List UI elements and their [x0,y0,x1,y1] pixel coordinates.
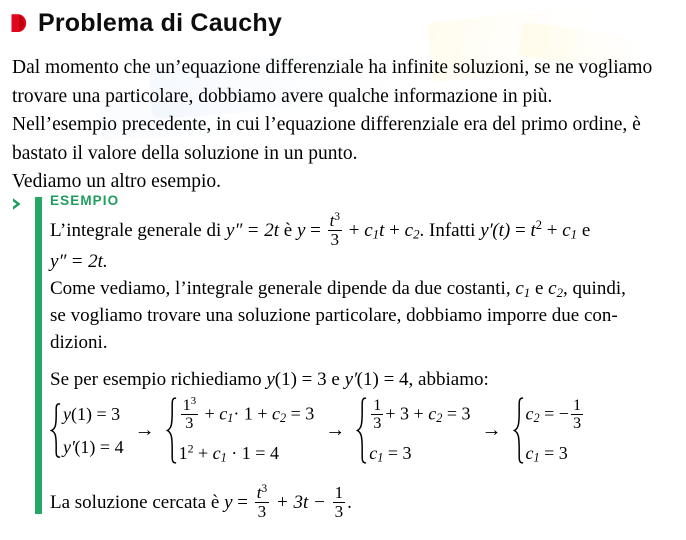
fraction-numerator-exponent: 3 [190,395,197,408]
math-var-y: y [266,369,275,391]
math-var-y: y [226,219,235,241]
math-text: = 3 [383,442,412,463]
math-const-c: c [548,278,557,300]
math-eq: = [305,219,326,241]
text-run: e [530,278,549,300]
fraction-numerator-exponent: 3 [334,210,341,223]
math-prime: ′ [353,369,357,391]
math-text: = 3 [442,403,471,424]
math-subscript: 2 [280,411,287,426]
math-prime: ′ [71,436,75,457]
example-paragraph-1 [50,212,686,248]
system-equation [369,397,470,431]
fraction-denominator: 3 [334,501,344,521]
math-variable: c [369,442,378,463]
math-const-c: c [404,219,414,241]
math-var-t: t [530,219,536,241]
example-content [50,193,686,540]
final-solution-line [50,484,686,520]
math-eq: = [232,492,253,514]
text-run: + 3t − [271,492,331,514]
math-const-c: c [515,278,524,300]
math-double-prime: ″ [58,251,66,273]
math-const-c: c [364,219,373,241]
math-variable: c [272,403,280,424]
text-run: e [577,219,591,241]
intro-paragraph [12,54,676,197]
fraction-numerator-exponent: 3 [261,483,268,496]
math-subscript: 1 [372,226,380,242]
math-subscript: 2 [556,285,564,301]
math-exponent: 2 [535,218,542,232]
system-equation [369,442,470,465]
math-eq: = [510,219,531,241]
math-exponent: 2 [187,441,194,456]
text-run: L’integrale generale di [50,219,227,241]
left-curly-brace-icon [166,397,177,464]
math-eq: = 2t. [65,251,108,273]
example-label: ESEMPIO [50,193,120,208]
intro-line-5: Vediamo un altro esempio. [12,171,222,192]
math-arg: (1) = 3 [274,369,327,391]
system-solution [513,397,586,464]
system-conditions [50,403,124,458]
math-text: + [200,403,220,424]
math-subscript: 1 [220,450,227,465]
system-equation [63,436,124,459]
fraction-denominator: 3 [328,230,342,249]
math-subscript: 2 [413,226,420,242]
system-substituted [166,397,315,464]
fraction-denominator: 3 [255,502,269,521]
text-run: , abbiamo: [408,369,489,391]
left-curly-brace-icon [356,397,367,464]
example-paragraph-1-line2 [50,248,686,275]
fraction-denominator: 3 [373,414,382,433]
system-equation [179,397,315,431]
math-subscript: 1 [570,226,578,242]
left-curly-brace-icon [50,403,61,458]
text-run: Come vediamo, l’integrale generale dipende da due costanti, [50,278,516,300]
math-variable: y [63,436,71,457]
implies-arrow-icon: → [325,419,346,442]
math-text: + 3 + [385,403,429,424]
fraction [371,397,383,431]
math-text: · 1 = 4 [226,442,279,463]
math-eq: = 2t [241,219,279,241]
math-text: + [193,442,213,463]
system-equation [526,442,586,465]
math-var-y: y [480,219,489,241]
red-flag-bullet-icon [10,13,27,33]
fraction [571,397,583,431]
example-paragraph-2 [50,275,686,302]
math-subscript: 1 [377,450,384,465]
green-vertical-rule [35,197,42,514]
text-run: e [326,369,345,391]
math-text: = 3 [286,403,315,424]
math-variable: c [212,442,221,463]
fraction [181,397,198,431]
text-run: + [344,219,365,241]
text-run: + [384,219,405,241]
page-title [10,8,282,38]
math-text: · 1 + [233,403,272,424]
system-lines [179,397,315,464]
implies-arrow-icon: → [134,419,155,442]
system-lines [63,403,124,458]
text-run: Se per esempio richiediamo [50,369,267,391]
page-title-text: Problema di Cauchy [38,8,282,37]
math-variable: c [219,403,228,424]
math-double-prime: ″ [234,219,242,241]
math-var-y: y [344,369,354,391]
text-run: + [542,219,563,241]
implies-arrow-icon: → [481,419,502,442]
math-subscript: 1 [533,450,540,465]
fraction-numerator: 1 [373,396,382,415]
fraction-denominator: 3 [181,414,198,432]
system-equation [526,397,586,431]
math-text: 1 [178,442,188,463]
math-text: (1) = 3 [71,404,121,425]
intro-line-4: bastato il valore della soluzione in un punto. [12,142,358,164]
fraction-numerator: 1 [334,483,344,503]
fraction-numerator: 1 [572,396,582,415]
math-subscript: 2 [533,411,540,426]
math-variable: y [63,404,71,425]
text-run: . [347,492,352,514]
math-variable: c [525,442,534,463]
intro-line-1: Dal momento che un’equazione differenziale ha infinite soluzioni, se ne vogliamo [12,57,653,78]
intro-line-3: Nell’esempio precedente, in cui l’equazione differenziale era del primo ordine, è [12,114,641,135]
fraction-1-over-3 [333,484,346,520]
intro-line-2: trovare una particolare, dobbiamo avere qualche informazione in più. [12,85,553,107]
system-equation [63,403,124,426]
example-paragraph-3 [50,366,686,393]
text-run: è [279,219,297,241]
math-const-c: c [562,219,571,241]
fraction-t3-over-3 [328,212,342,248]
left-curly-brace-icon [513,397,524,464]
example-paragraph-2-line2: se vogliamo trovare una soluzione particolare, dobbiamo imporre due con- [50,305,618,327]
math-var-t: t [379,219,385,241]
math-subscript: 2 [436,411,443,426]
math-arg: (t) [492,219,511,241]
fraction-denominator: 3 [572,414,582,433]
fraction-numerator: t [256,483,262,503]
system-equation [179,442,315,465]
equation-systems-row [50,397,686,464]
math-subscript: 1 [523,285,531,301]
system-simplified [356,397,470,464]
math-prime: ′ [488,219,493,241]
math-var-y: y [224,492,233,514]
math-var-y: y [50,251,59,273]
math-var-y: y [296,219,306,241]
example-paragraph-2-line3: dizioni. [50,332,108,354]
math-variable: c [525,403,534,424]
text-run: , quindi, [563,278,626,300]
math-arg: (1) = 4 [356,369,409,391]
green-chevron-right-icon [10,196,26,212]
math-subscript: 1 [227,411,234,426]
system-lines [369,397,470,464]
math-text: = 3 [539,442,568,463]
text-run: . Infatti [419,219,481,241]
math-variable: c [428,403,437,424]
text-run: La soluzione cercata è [50,492,225,514]
math-text: (1) = 4 [74,436,124,457]
math-text: = − [539,403,569,424]
fraction-numerator: t [329,211,335,230]
fraction-numerator: $1^3$ [182,395,197,415]
fraction-t3-over-3 [255,484,269,520]
system-lines [526,397,586,464]
